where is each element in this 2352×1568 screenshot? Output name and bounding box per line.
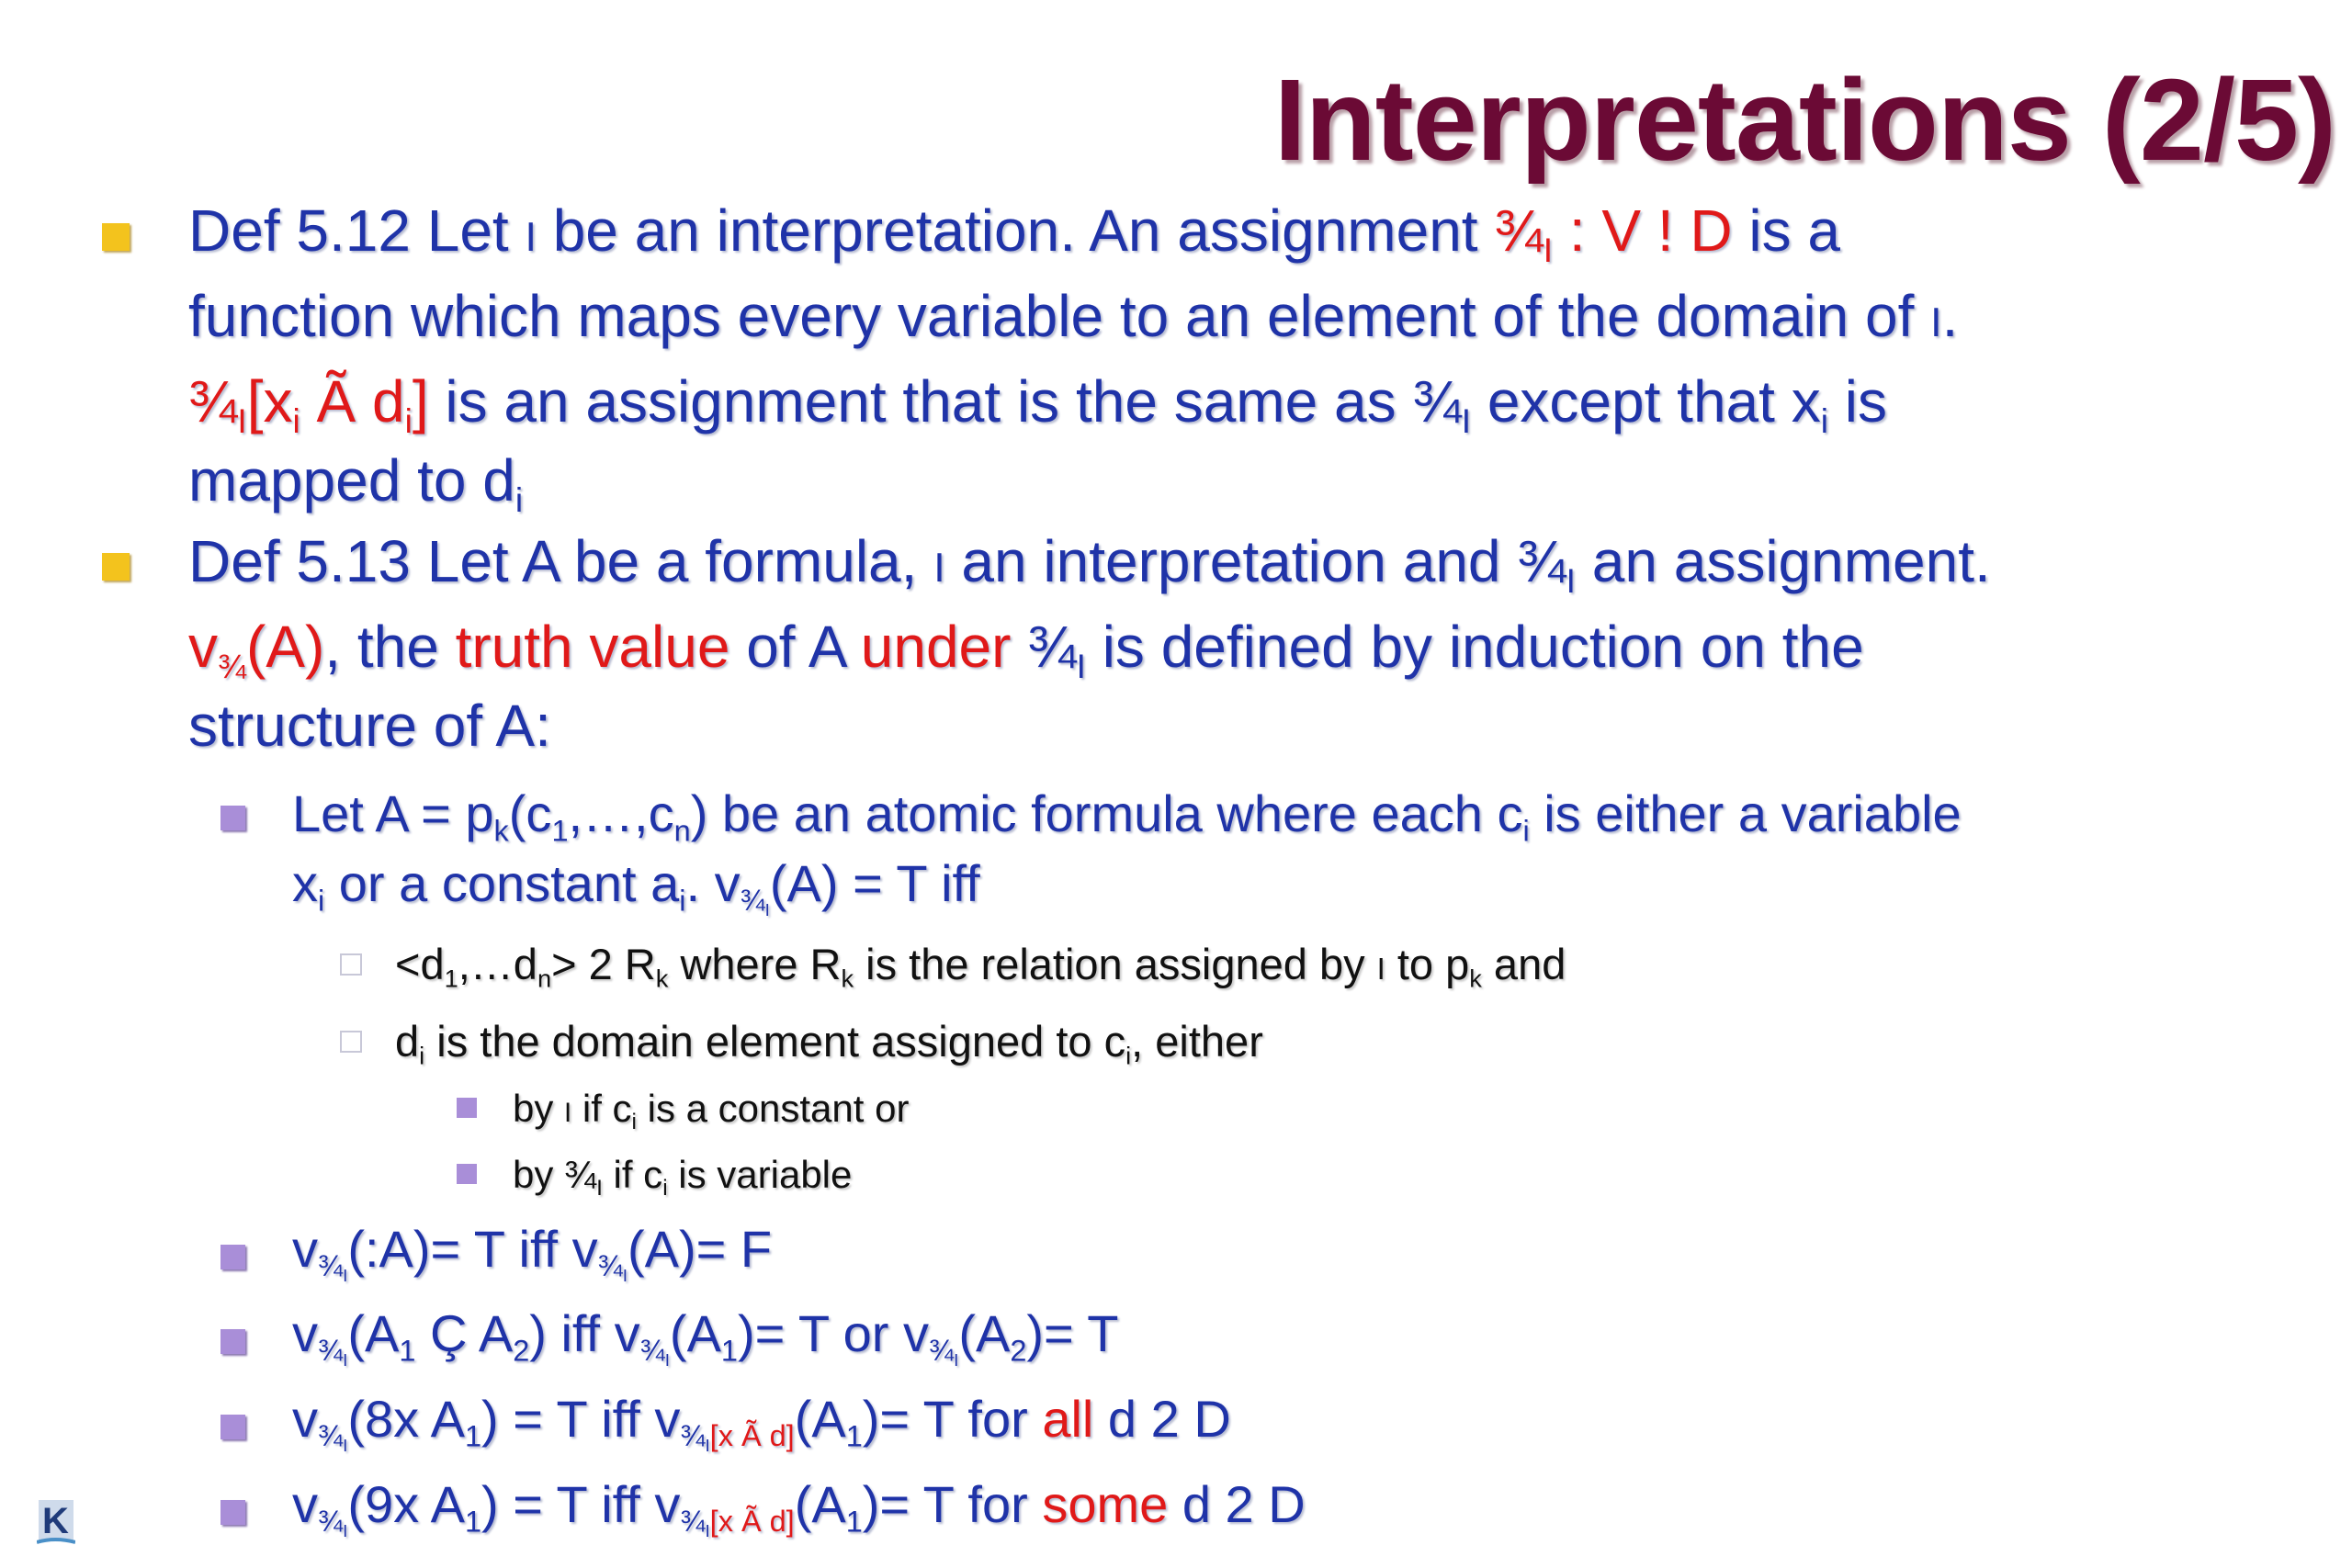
sub-condition-variable: by $\frac{3}{4}_I$ if $c_i$ is variable [513, 1153, 853, 1201]
definition-5-12: Def 5.12 Let I be an interpretation. An assignment $\frac{3}{4}_I$ : V ! D is a function which maps every variable to an element of the domain of I. $\frac{3}{4}_I[x_i$ Ã $d_i$] is an assignment that is the same as $\frac{3}{4}_I$ except that $x_i$ is mapped to $d_i$ [188, 197, 1959, 519]
bullet-icon [340, 953, 362, 976]
condition-domain: $d_i$ is the domain element assigned to $c_i$, either [395, 1017, 1263, 1070]
bullet-icon [220, 1245, 245, 1269]
logo-icon [37, 1493, 75, 1548]
exists-rule: $v_{\frac{3}{4}_I}(9x$ $A_1) = T$ iff $v_{\frac{3}{4}_I[x Ã d]}(A_1)= T$ for some d 2 D [292, 1475, 1306, 1541]
bullet-icon [220, 1500, 245, 1525]
svg-text:K: K [42, 1501, 69, 1541]
condition-relation: $<d_1,\dots d_n> 2$ $R_k$ where $R_k$ is the relation assigned by I to $p_k$ and [395, 940, 1566, 993]
bullet-icon [340, 1031, 362, 1053]
atomic-formula-rule: Let $A = p_k(c_1,\dots,c_n)$ be an atomic formula where each $c_i$ is either a variable $x_i$ or a constant $a_i$. $v_{\frac{3}{4}_I}(A) = T$ iff [292, 784, 1962, 920]
bullet-icon [457, 1098, 477, 1118]
bullet-icon [457, 1164, 477, 1184]
slide-title: Interpretations (2/5) [1273, 55, 2335, 185]
disjunction-rule: $v_{\frac{3}{4}_I}(A_1$ Ç $A_2$) iff $v_{\frac{3}{4}_I}(A_1)= T$ or $v_{\frac{3}{4}_I}(A_2)= T$ [292, 1304, 1119, 1371]
bullet-icon [102, 553, 130, 581]
sub-condition-constant: by I if $c_i$ is a constant or [513, 1087, 910, 1134]
bullet-icon [220, 806, 245, 830]
bullet-icon [220, 1415, 245, 1439]
negation-rule: $v_{\frac{3}{4}_I}(:A)= T$ iff $v_{\frac{3}{4}_I}(A)= F$ [292, 1220, 773, 1286]
definition-5-13: Def 5.13 Let A be a formula, I an interpretation and $\frac{3}{4}_I$ an assignment. $v_{\frac{3}{4}}(A)$, the truth value of A under $\frac{3}{4}_I$ is defined by induction on the structure of A: [188, 528, 1991, 759]
bullet-icon [102, 223, 130, 251]
bullet-icon [220, 1329, 245, 1354]
forall-rule: $v_{\frac{3}{4}_I}(8x$ $A_1) = T$ iff $v_{\frac{3}{4}_I[x Ã d]}(A_1)= T$ for all d 2 D [292, 1390, 1231, 1456]
